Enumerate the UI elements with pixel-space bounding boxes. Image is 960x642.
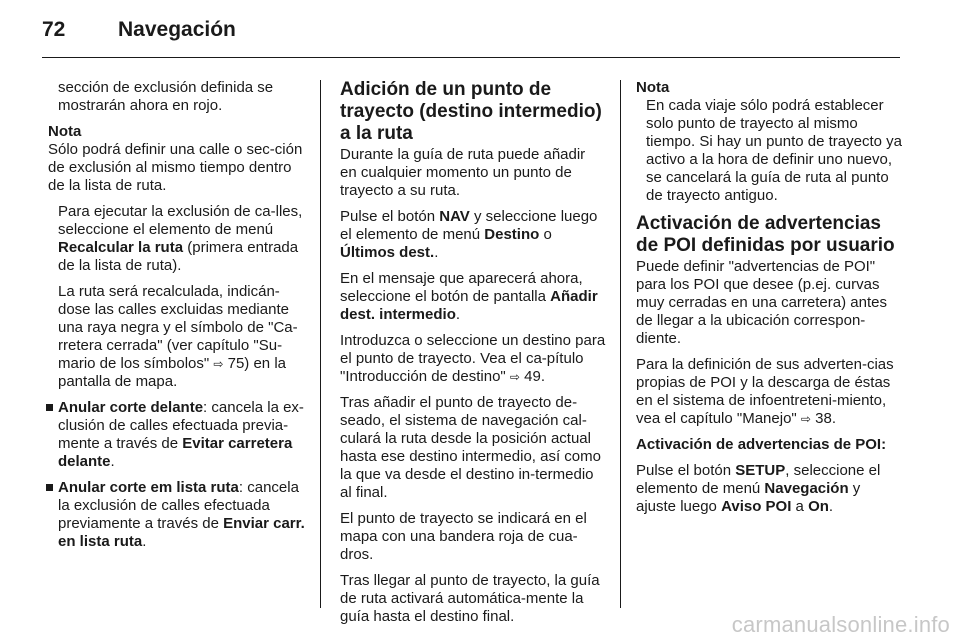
button-ref: NAV <box>439 208 470 225</box>
paragraph: Tras llegar al punto de trayecto, la guía de ruta activará automática-mente la guía hasta el destino final. <box>340 572 600 625</box>
setting-value-ref: On <box>808 498 829 515</box>
text: Para la definición de sus adverten-cias propias de POI y la descarga de éstas en el sistema de infoentreteni-miento, vea el capítulo "Manejo" <box>636 356 894 427</box>
column-2 <box>340 79 606 634</box>
menu-item-ref: Enviar carr. en lista ruta <box>58 515 305 550</box>
button-ref: Añadir dest. intermedio <box>340 288 598 323</box>
paragraph <box>48 283 306 391</box>
text: : cancela la exclusión de calles efectuada previamente a través de <box>58 479 299 532</box>
list-item <box>48 399 306 471</box>
text: 38. <box>810 410 837 427</box>
note-label: Nota <box>48 123 82 140</box>
text: . <box>110 453 115 470</box>
text: 49. <box>519 368 546 385</box>
text: a <box>791 498 809 515</box>
page-title: Navegación <box>118 18 236 41</box>
note-text: Sólo podrá definir una calle o sec-ción de exclusión al mismo tiempo dentro de la lista de ruta. <box>48 141 303 194</box>
text: 75) en la pantalla de mapa. <box>58 355 286 390</box>
bullet-square-icon <box>46 404 53 411</box>
text: Para ejecutar la exclusión de ca-lles, seleccione el elemento de menú <box>58 203 303 238</box>
page-ref-arrow-icon: ⇨ <box>509 370 520 384</box>
column-divider-2 <box>620 80 621 608</box>
page-ref-arrow-icon: ⇨ <box>213 357 224 371</box>
column-1 <box>48 79 306 559</box>
subheading: Activación de advertencias de POI: <box>636 436 887 453</box>
text: . <box>434 244 439 261</box>
paragraph: Durante la guía de ruta puede añadir en cualquier momento un punto de trayecto a su ruta. <box>340 146 586 199</box>
menu-item-ref: Aviso POI <box>721 498 792 515</box>
button-ref: SETUP <box>735 462 786 479</box>
bullet-square-icon <box>46 484 53 491</box>
menu-item-ref: Evitar carretera delante <box>58 435 293 470</box>
paragraph <box>340 208 606 262</box>
text: Introduzca o seleccione un destino para el punto de trayecto. Vea el ca-pítulo "Introducción de destino" <box>340 332 606 385</box>
note-text: En cada viaje sólo podrá establecer solo punto de trayecto al mismo tiempo. Si hay un punto de trayecto ya activo a la hora de definir uno nuevo, se cancelará la guía de ruta al punto de trayecto antiguo. <box>646 97 902 204</box>
page-ref-arrow-icon: ⇨ <box>800 412 811 426</box>
list-item <box>48 479 306 551</box>
menu-item-ref: Anular corte delante <box>58 399 204 416</box>
section-heading: Adición de un punto de trayecto (destino intermedio) a la ruta <box>340 79 602 144</box>
note-label: Nota <box>636 79 670 96</box>
text: Pulse el botón <box>636 462 736 479</box>
paragraph: Tras añadir el punto de trayecto de-seado, el sistema de navegación cal-culará la ruta desde la posición actual hasta ese destino intermedio, así como la que va desde el destino in-termedio al final. <box>340 394 601 501</box>
paragraph <box>48 203 306 275</box>
menu-item-ref: Destino <box>484 226 540 243</box>
text: y seleccione luego el elemento de menú <box>340 208 598 243</box>
paragraph <box>340 270 606 324</box>
paragraph: Puede definir "advertencias de POI" para los POI que desee (p.ej. curvas muy cerradas en una carretera) antes de llegar a la ubicación correspon-diente. <box>636 258 887 347</box>
watermark: carmanualsonline.info <box>731 612 950 637</box>
column-divider-1 <box>320 80 321 608</box>
header-rule <box>42 57 900 58</box>
text: : cancela la ex-clusión de calles efectuada previa-mente a través de <box>58 399 304 452</box>
text: Pulse el botón <box>340 208 440 225</box>
text: . <box>455 306 461 323</box>
page-header <box>0 0 960 58</box>
paragraph: sección de exclusión definida se mostrarán ahora en rojo. <box>58 79 274 114</box>
menu-item-ref: Navegación <box>764 480 849 497</box>
text: La ruta será recalculada, indicán-dose las calles excluidas mediante una raya negra y el símbolo de "Ca-rretera cerrada" (ver capítulo "Su-mario de los símbolos" <box>58 283 298 372</box>
text: , seleccione el elemento de menú <box>636 462 881 497</box>
menu-item-ref: Últimos dest. <box>340 244 435 261</box>
paragraph <box>636 462 904 516</box>
menu-item-ref: Anular corte em lista ruta <box>58 479 239 496</box>
text: y ajuste luego <box>636 480 861 515</box>
page-number: 72 <box>42 18 66 41</box>
paragraph <box>636 356 904 428</box>
paragraph: El punto de trayecto se indicará en el mapa con una bandera roja de cua-dros. <box>340 510 587 563</box>
menu-item-ref: Recalcular la ruta <box>58 239 184 256</box>
text: (primera entrada de la lista de ruta). <box>58 239 299 274</box>
paragraph <box>340 332 606 386</box>
text: o <box>539 226 552 243</box>
text: . <box>828 498 834 515</box>
section-heading: Activación de advertencias de POI definidas por usuario <box>636 213 895 256</box>
column-3 <box>636 79 904 524</box>
text: En el mensaje que aparecerá ahora, seleccione el botón de pantalla <box>340 270 583 305</box>
text: . <box>142 533 147 550</box>
